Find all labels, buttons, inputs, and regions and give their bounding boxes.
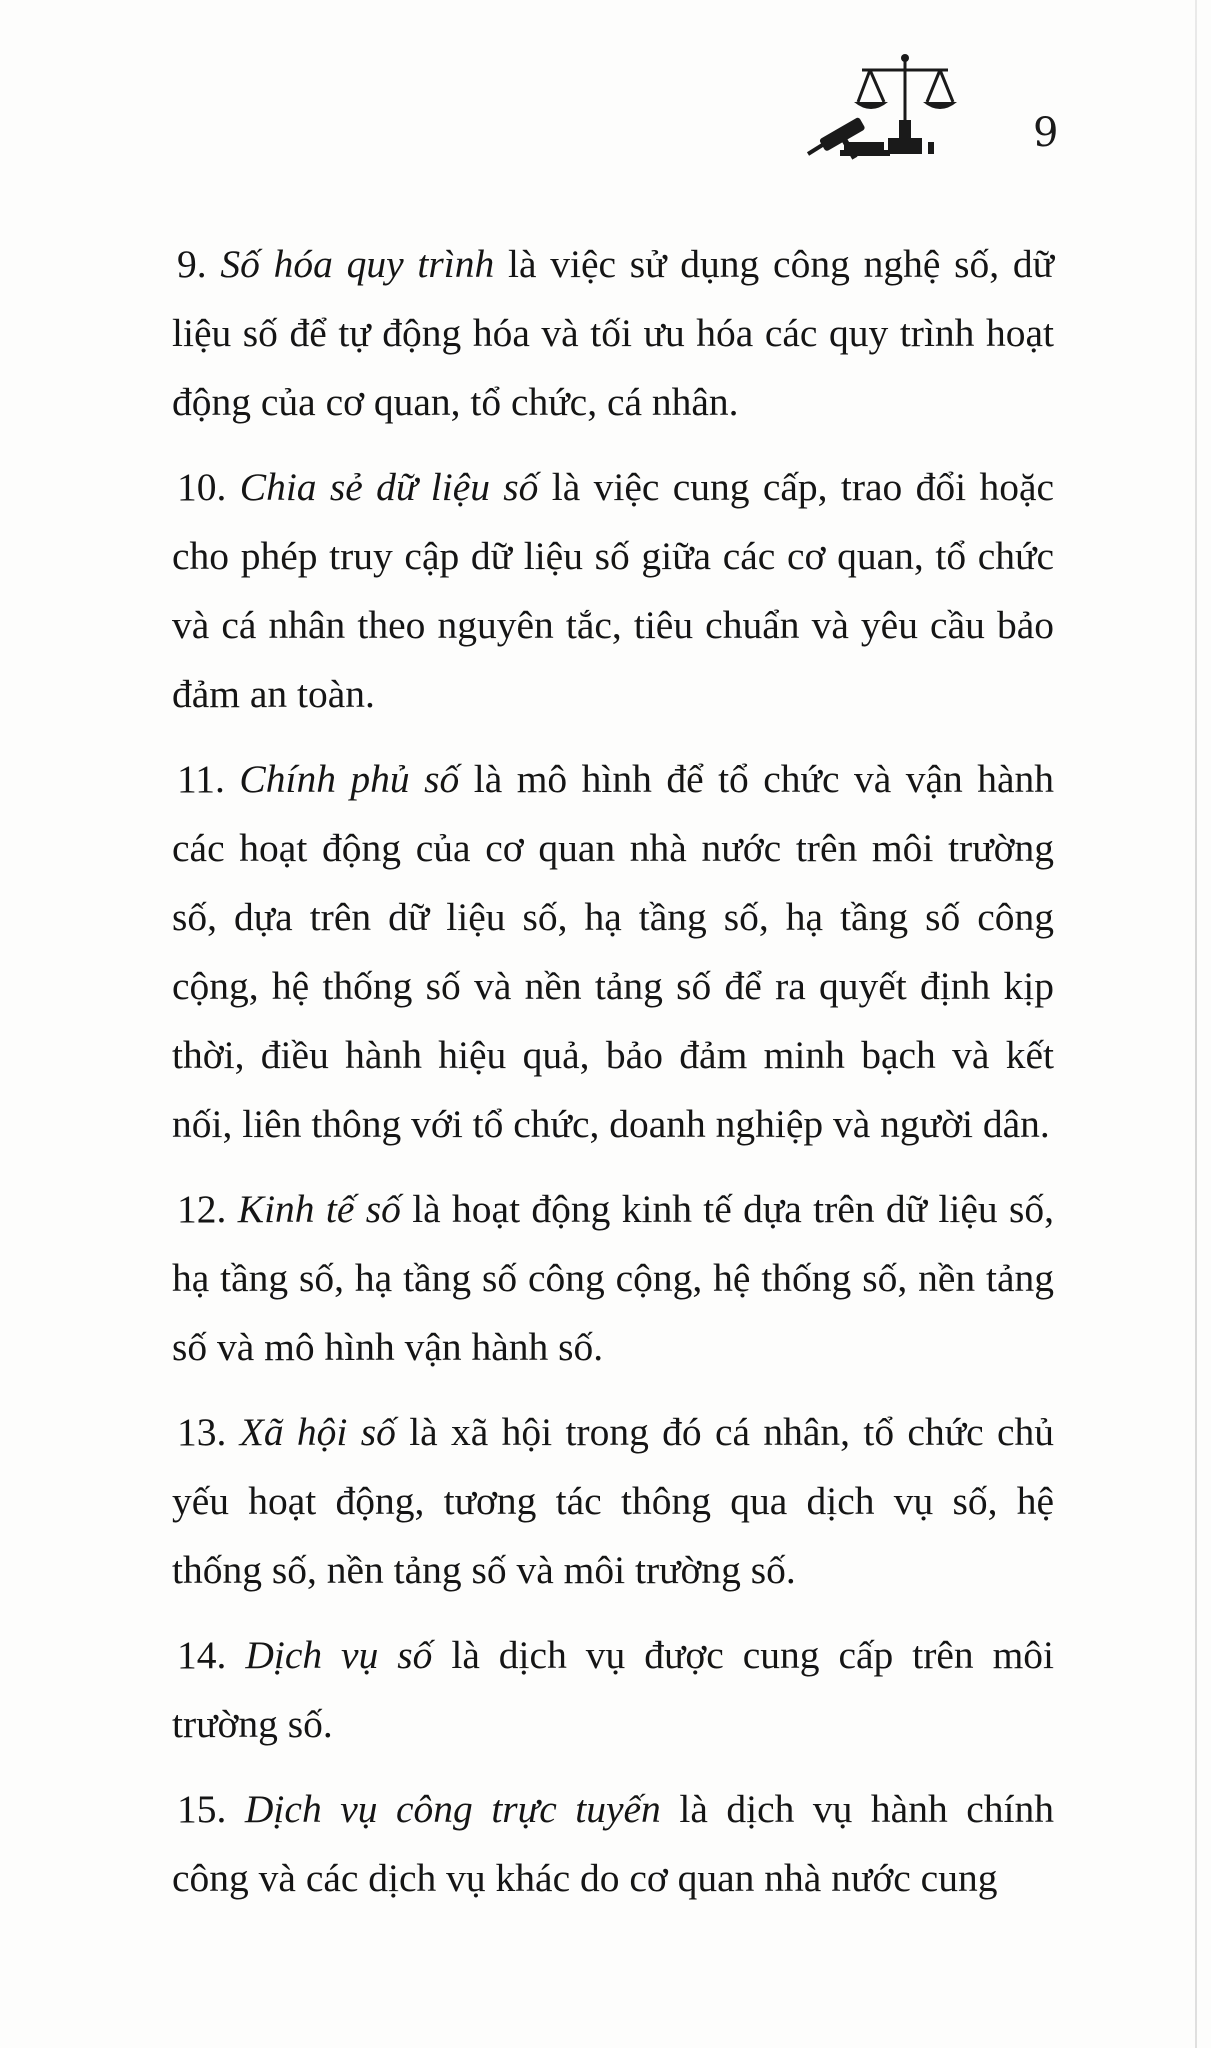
- page-body: [172, 230, 1054, 1929]
- item-number: 12.: [177, 1187, 227, 1231]
- definition-paragraph: [172, 1775, 1054, 1913]
- page-header: [800, 50, 1100, 160]
- definition-paragraph: [172, 745, 1054, 1159]
- defined-term: Xã hội số: [239, 1410, 396, 1454]
- definition-text: là dịch vụ hành chính công và các dịch vụ khác do cơ quan nhà nước cung: [172, 1787, 1054, 1900]
- definition-paragraph: [172, 1398, 1054, 1605]
- definition-text: là hoạt động kinh tế dựa trên dữ liệu số, hạ tầng số, hạ tầng số công cộng, hệ thống số, nền tảng số và mô hình vận hành số.: [172, 1187, 1055, 1369]
- item-number: 11.: [177, 757, 225, 801]
- defined-term: Kinh tế số: [237, 1187, 401, 1231]
- definition-paragraph: [172, 230, 1054, 437]
- defined-term: Chính phủ số: [239, 757, 460, 801]
- definition-paragraph: [172, 1621, 1054, 1759]
- item-number: 9.: [177, 242, 207, 286]
- item-number: 13.: [177, 1410, 227, 1454]
- defined-term: Chia sẻ dữ liệu số: [239, 465, 539, 509]
- item-number: 14.: [177, 1633, 227, 1677]
- defined-term: Dịch vụ số: [245, 1633, 433, 1677]
- definition-text: là xã hội trong đó cá nhân, tổ chức chủ yếu hoạt động, tương tác thông qua dịch vụ số, hệ thống số, nền tảng số và môi trường số.: [172, 1410, 1055, 1592]
- definition-text: là việc sử dụng công nghệ số, dữ liệu số để tự động hóa và tối ưu hóa các quy trình hoạt động của cơ quan, tổ chức, cá nhân.: [172, 242, 1055, 424]
- definition-paragraph: [172, 453, 1054, 729]
- definition-text: là mô hình để tổ chức và vận hành các hoạt động của cơ quan nhà nước trên môi trường số, dựa trên dữ liệu số, hạ tầng số, hạ tầng số công cộng, hệ thống số và nền tảng số để ra quyết định kịp thời, điều hành hiệu quả, bảo đảm minh bạch và kết nối, liên thông với tổ chức, doanh nghiệp và người dân.: [172, 757, 1054, 1146]
- definition-text: là việc cung cấp, trao đổi hoặc cho phép truy cập dữ liệu số giữa các cơ quan, tổ chức và cá nhân theo nguyên tắc, tiêu chuẩn và yêu cầu bảo đảm an toàn.: [172, 465, 1055, 716]
- item-number: 10.: [177, 465, 227, 509]
- item-number: 15.: [177, 1787, 227, 1831]
- defined-term: Dịch vụ công trực tuyến: [244, 1787, 661, 1831]
- page-edge: [1195, 0, 1197, 2048]
- definition-paragraph: [172, 1175, 1054, 1382]
- definition-text: là dịch vụ được cung cấp trên môi trường số.: [172, 1633, 1055, 1746]
- defined-term: Số hóa quy trình: [220, 242, 495, 286]
- page-number: 9: [1033, 110, 1059, 156]
- scales-of-justice-and-gavel-icon: [800, 50, 980, 160]
